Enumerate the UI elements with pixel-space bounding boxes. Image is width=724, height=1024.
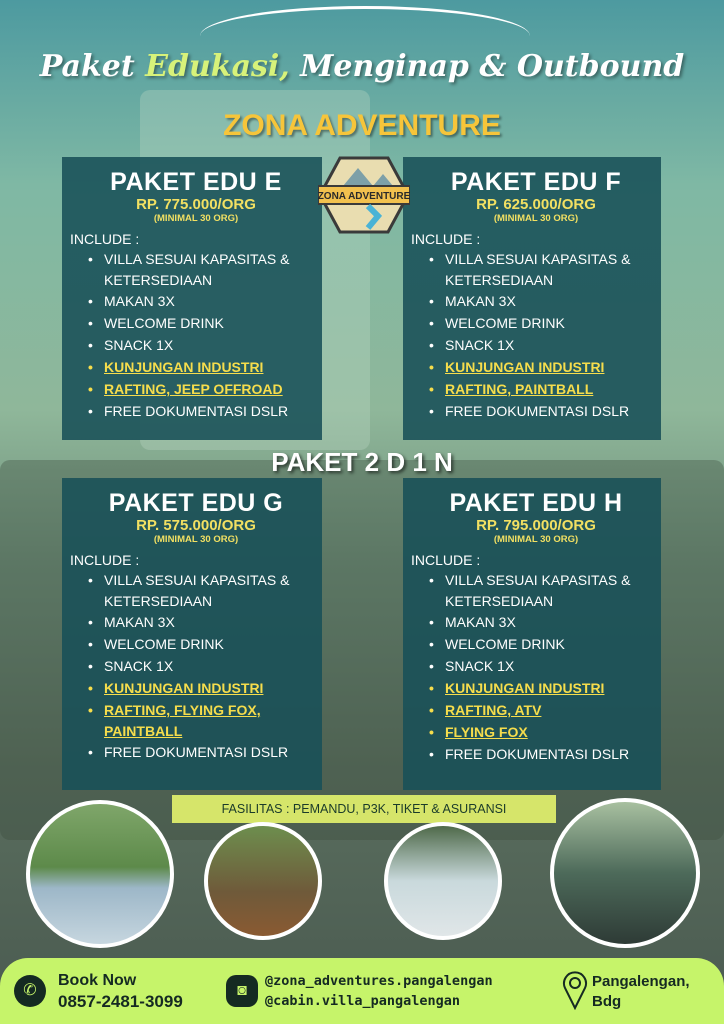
include-item: • WELCOME DRINK bbox=[423, 633, 661, 655]
package-minimum: (MINIMAL 30 ORG) bbox=[493, 213, 579, 224]
package-price: RP. 625.000/ORG bbox=[476, 196, 596, 213]
location-pin-icon bbox=[562, 970, 588, 1010]
instagram-handle-1[interactable]: @zona_adventures.pangalengan bbox=[265, 973, 493, 989]
package-name: PAKET EDU F bbox=[450, 168, 622, 196]
include-label: INCLUDE : bbox=[70, 231, 140, 247]
package-price: RP. 775.000/ORG bbox=[136, 196, 256, 213]
include-list bbox=[82, 569, 322, 763]
package-minimum: (MINIMAL 30 ORG) bbox=[493, 534, 579, 545]
package-duration: PAKET 2 D 1 N bbox=[271, 447, 453, 477]
include-item: • VILLA SESUAI KAPASITAS & bbox=[423, 569, 661, 591]
photo-paintball bbox=[550, 798, 700, 948]
include-item: • MAKAN 3X bbox=[423, 611, 661, 633]
include-item: • SNACK 1X bbox=[423, 334, 661, 356]
include-item: • FREE DOKUMENTASI DSLR bbox=[82, 400, 322, 422]
include-list bbox=[423, 248, 661, 422]
include-item: KETERSEDIAAN bbox=[445, 593, 554, 609]
facilities-banner: FASILITAS : PEMANDU, P3K, TIKET & ASURANSI bbox=[172, 795, 556, 823]
include-item: • RAFTING, JEEP OFFROAD bbox=[82, 378, 322, 400]
include-item: • VILLA SESUAI KAPASITAS & bbox=[82, 248, 322, 270]
include-item: KETERSEDIAAN bbox=[104, 593, 213, 609]
package-price: RP. 795.000/ORG bbox=[476, 517, 596, 534]
instagram-icon[interactable]: ◙ bbox=[226, 975, 258, 1007]
title-part1: Paket bbox=[39, 49, 146, 84]
include-item: • RAFTING, FLYING FOX, bbox=[82, 699, 322, 721]
package-card-g bbox=[62, 478, 322, 790]
include-item: KETERSEDIAAN bbox=[104, 272, 213, 288]
title-highlight: Edukasi, bbox=[145, 49, 290, 84]
phone-number[interactable]: 0857-2481-3099 bbox=[58, 992, 183, 1011]
package-card-f bbox=[403, 157, 661, 440]
include-item: • RAFTING, ATV bbox=[423, 699, 661, 721]
include-item: • FREE DOKUMENTASI DSLR bbox=[423, 400, 661, 422]
package-price: RP. 575.000/ORG bbox=[136, 517, 256, 534]
package-name: PAKET EDU E bbox=[110, 168, 282, 196]
package-name: PAKET EDU H bbox=[449, 489, 623, 517]
page-title bbox=[0, 48, 724, 86]
include-label: INCLUDE : bbox=[411, 231, 481, 247]
package-minimum: (MINIMAL 30 ORG) bbox=[153, 213, 239, 224]
include-item: • KUNJUNGAN INDUSTRI bbox=[82, 677, 322, 699]
include-label: INCLUDE : bbox=[411, 552, 481, 568]
include-item: • VILLA SESUAI KAPASITAS & bbox=[423, 248, 661, 270]
decorative-arc bbox=[200, 6, 530, 36]
include-item: • MAKAN 3X bbox=[82, 290, 322, 312]
instagram-handle-2[interactable]: @cabin.villa_pangalengan bbox=[265, 993, 461, 1009]
include-list bbox=[423, 569, 661, 765]
package-minimum: (MINIMAL 30 ORG) bbox=[153, 534, 239, 545]
include-item: • KUNJUNGAN INDUSTRI bbox=[82, 356, 322, 378]
include-item: • SNACK 1X bbox=[82, 655, 322, 677]
include-item: KETERSEDIAAN bbox=[445, 272, 554, 288]
include-item: • WELCOME DRINK bbox=[423, 312, 661, 334]
include-item: • SNACK 1X bbox=[82, 334, 322, 356]
zona-adventure-logo bbox=[318, 152, 410, 238]
package-card-h bbox=[403, 478, 661, 790]
package-name: PAKET EDU G bbox=[108, 489, 284, 517]
include-item: • KUNJUNGAN INDUSTRI bbox=[423, 356, 661, 378]
photo-atv bbox=[204, 822, 322, 940]
whatsapp-icon[interactable]: ✆ bbox=[14, 975, 46, 1007]
include-item: • WELCOME DRINK bbox=[82, 633, 322, 655]
include-item: • KUNJUNGAN INDUSTRI bbox=[423, 677, 661, 699]
include-item: • MAKAN 3X bbox=[423, 290, 661, 312]
include-item: • WELCOME DRINK bbox=[82, 312, 322, 334]
photo-flying-fox bbox=[26, 800, 174, 948]
include-item: • SNACK 1X bbox=[423, 655, 661, 677]
include-item: • VILLA SESUAI KAPASITAS & bbox=[82, 569, 322, 591]
package-card-e bbox=[62, 157, 322, 440]
include-list bbox=[82, 248, 322, 422]
photo-rafting bbox=[384, 822, 502, 940]
book-now-label: Book Now bbox=[58, 972, 137, 989]
include-item: • MAKAN 3X bbox=[82, 611, 322, 633]
include-item: • RAFTING, PAINTBALL bbox=[423, 378, 661, 400]
footer-bar bbox=[0, 958, 724, 1024]
brand-name: ZONA ADVENTURE bbox=[223, 109, 501, 142]
location-line-2: Bdg bbox=[592, 993, 622, 1010]
include-item: • FREE DOKUMENTASI DSLR bbox=[82, 741, 322, 763]
title-part2: Menginap & Outbound bbox=[289, 49, 685, 84]
include-item: • FREE DOKUMENTASI DSLR bbox=[423, 743, 661, 765]
logo-text: ZONA ADVENTURE bbox=[318, 191, 410, 202]
location-line-1: Pangalengan, bbox=[592, 973, 690, 990]
include-label: INCLUDE : bbox=[70, 552, 140, 568]
include-item: PAINTBALL bbox=[104, 723, 183, 739]
include-item: • FLYING FOX bbox=[423, 721, 661, 743]
